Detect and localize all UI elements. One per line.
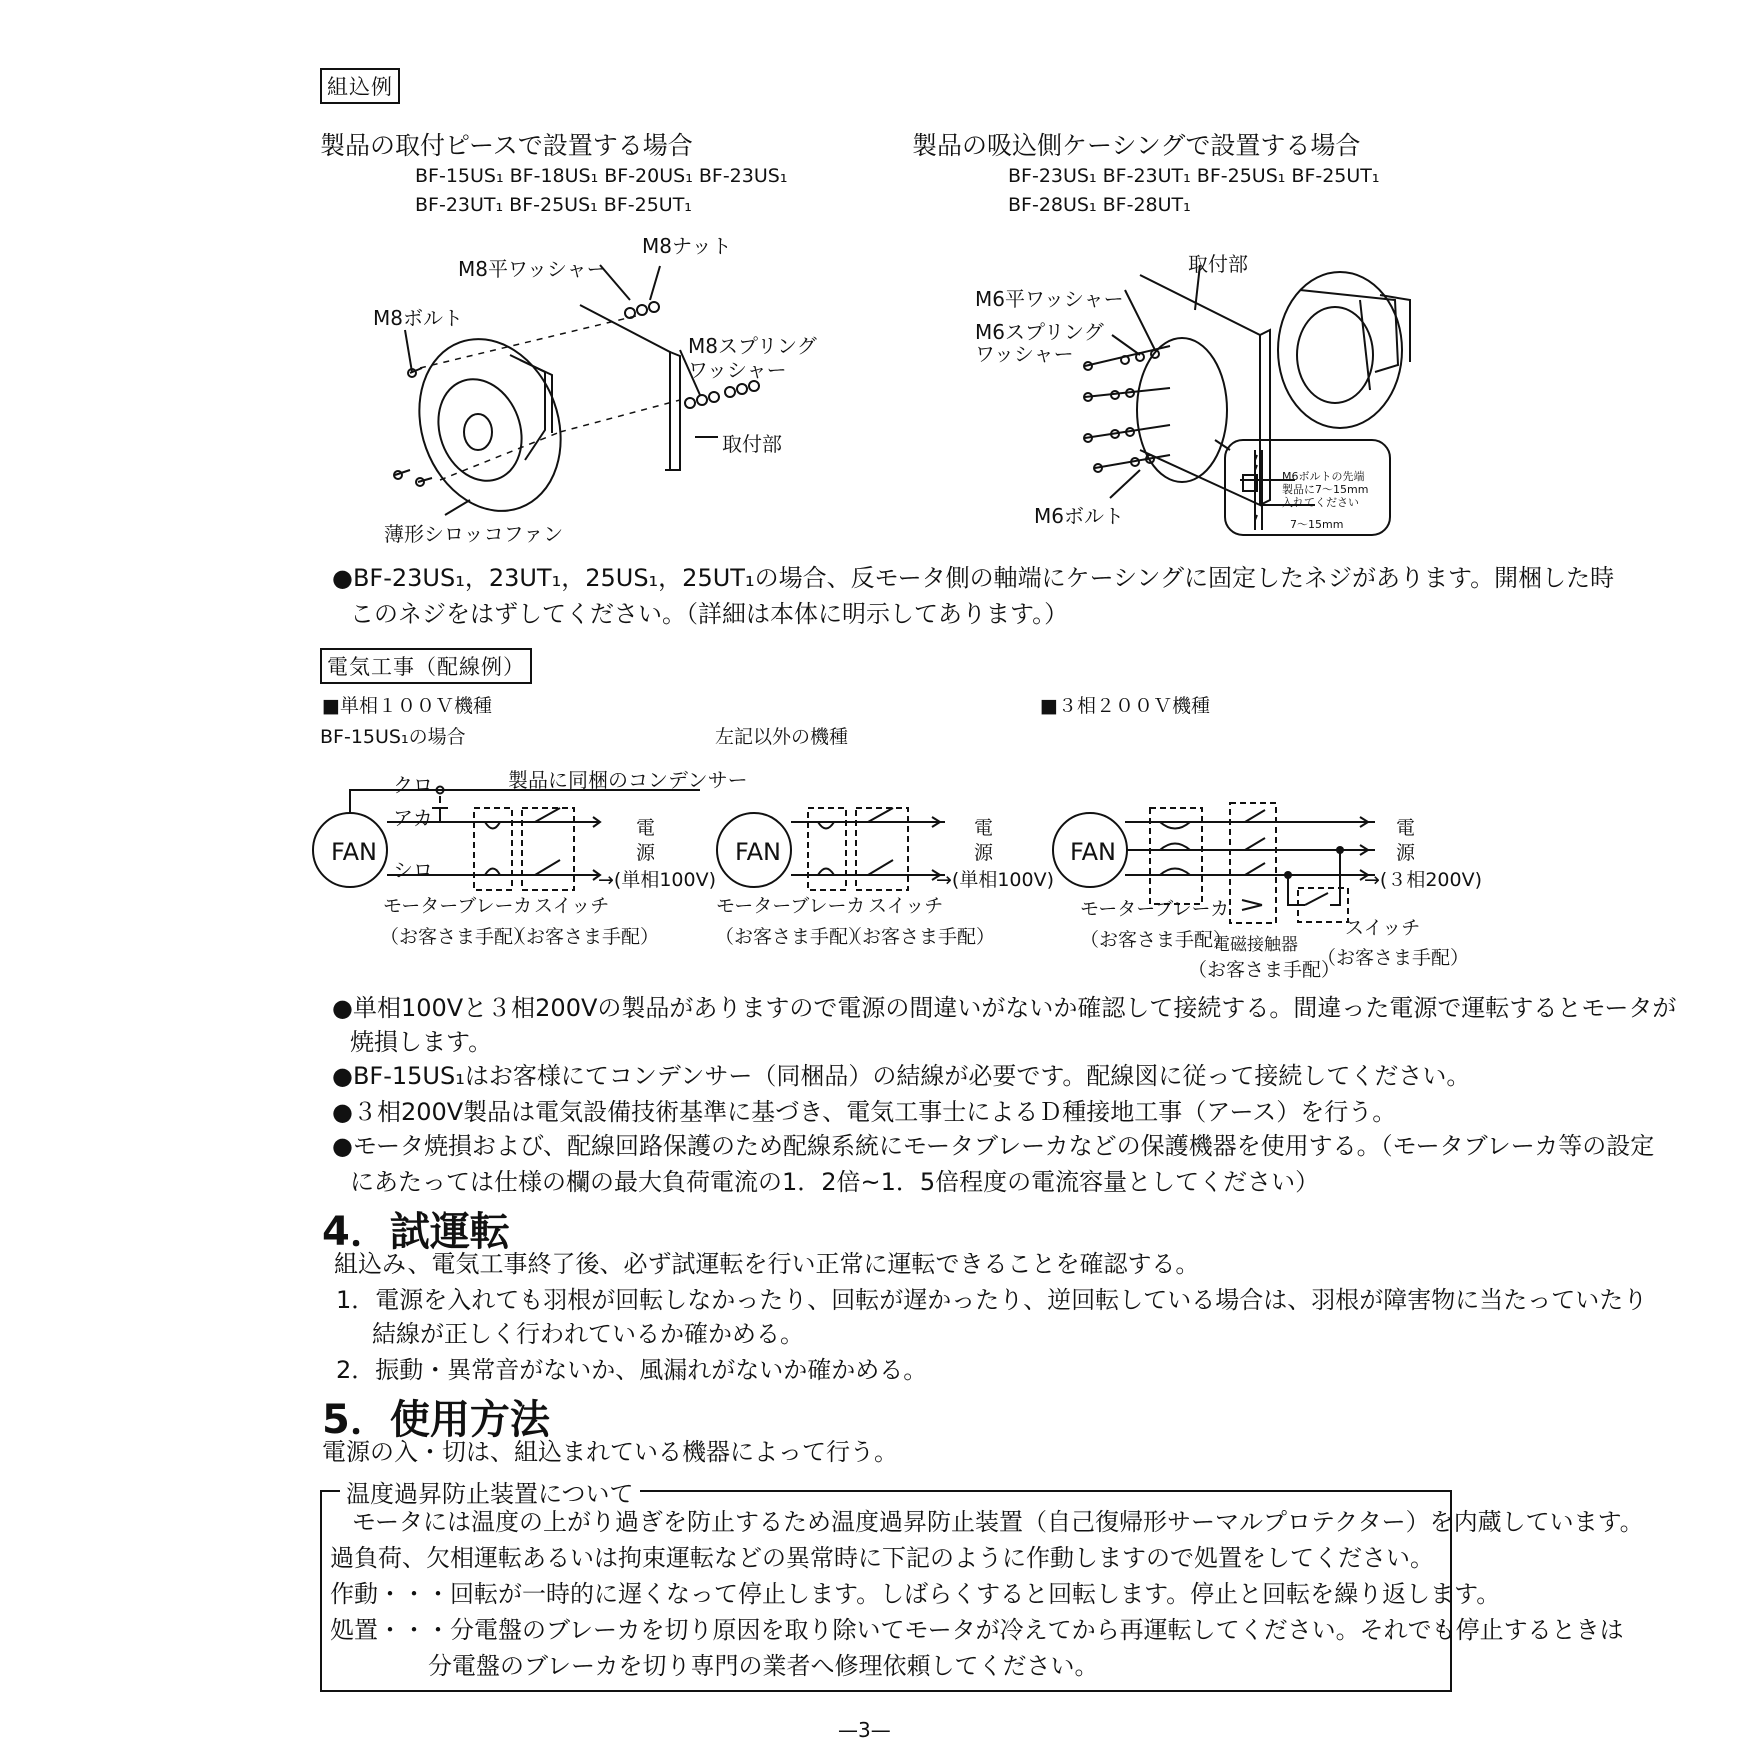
customer-label-3a: （お客さま手配） bbox=[1080, 929, 1233, 951]
label-m8-spring-2: ワッシャー bbox=[688, 358, 787, 382]
switch-label-3: スイッチ bbox=[1345, 917, 1421, 939]
test-run-intro: 組込み、電気工事終了後、必ず試運転を行い正常に運転できることを確認する。 bbox=[334, 1250, 1200, 1278]
contactor-label: 電磁接触器 bbox=[1213, 935, 1298, 955]
label-m6-spring-2: ワッシャー bbox=[975, 342, 1074, 366]
wiring-bullet-3: ●３相200V製品は電気設備技術基準に基づき、電気工事士によるＤ種接地工事（アース）を行う。 bbox=[332, 1098, 1397, 1126]
breaker-label-2: モーターブレーカ bbox=[716, 895, 866, 917]
fan-label-2: FAN bbox=[735, 838, 781, 866]
wire-red-label: アカ bbox=[393, 806, 433, 830]
thermal-line-4: 処置・・・分電盤のブレーカを切り原因を取り除いてモータが冷えてから再運転してください。それでも停止するときは bbox=[330, 1616, 1624, 1644]
wire-white-label: シロ bbox=[393, 858, 433, 882]
install-left-models-1: BF-15US₁ BF-18US₁ BF-20US₁ BF-23US₁ bbox=[415, 165, 788, 187]
detail-note-3: 入れてください bbox=[1282, 496, 1359, 509]
page-number: —3— bbox=[838, 1718, 891, 1742]
test-run-heading: 4．試運転 bbox=[322, 1209, 510, 1255]
power-label-1b: 源 bbox=[636, 842, 656, 864]
supply-single-2: →(単相100V) bbox=[936, 869, 1055, 891]
install-right-models-2: BF-28US₁ BF-28UT₁ bbox=[1008, 194, 1191, 216]
wiring-bullet-1-cont: 焼損します。 bbox=[350, 1028, 493, 1056]
breaker-label-1: モーターブレーカ bbox=[383, 895, 533, 917]
wiring-bullet-2: ●BF-15US₁はお客様にてコンデンサー（同梱品）の結線が必要です。配線図に従って接続してください。 bbox=[332, 1062, 1471, 1090]
power-label-3b: 源 bbox=[1396, 842, 1416, 864]
label-m8-bolt: M8ボルト bbox=[373, 306, 463, 330]
label-m6-bolt: M6ボルト bbox=[1034, 504, 1124, 528]
wiring-bullet-4-cont: にあたっては仕様の欄の最大負荷電流の1．2倍~1．5倍程度の電流容量としてください） bbox=[350, 1168, 1320, 1196]
test-run-item-1a: 1．電源を入れても羽根が回転しなかったり、回転が遅かったり、逆回転している場合は、羽根が障害物に当たっていたり bbox=[336, 1286, 1648, 1314]
power-label-3a: 電 bbox=[1396, 817, 1416, 839]
thermal-line-5: 分電盤のブレーカを切り専門の業者へ修理依頼してください。 bbox=[428, 1652, 1099, 1680]
wiring-section-label: 電気工事（配線例） bbox=[320, 648, 532, 684]
label-sirocco-fan: 薄形シロッコファン bbox=[384, 522, 564, 546]
install-right-models-1: BF-23US₁ BF-23UT₁ BF-25US₁ BF-25UT₁ bbox=[1008, 165, 1380, 187]
other-models-label: 左記以外の機種 bbox=[715, 726, 849, 748]
wiring-bullet-4: ●モータ焼損および、配線回路保護のため配線系統にモータブレーカなどの保護機器を使用する。（モータブレーカ等の設定 bbox=[332, 1132, 1655, 1160]
switch-label-1: スイッチ bbox=[534, 895, 610, 917]
label-m8-nut: M8ナット bbox=[642, 234, 732, 258]
label-m6-spring-1: M6スプリング bbox=[975, 320, 1104, 344]
label-left-mount: 取付部 bbox=[722, 432, 782, 456]
install-left-models-2: BF-23UT₁ BF-25US₁ BF-25UT₁ bbox=[415, 194, 692, 216]
thermal-protector-title: 温度過昇防止装置について bbox=[340, 1474, 640, 1509]
install-note-line-2: このネジをはずしてください。（詳細は本体に明示してあります。） bbox=[350, 600, 1069, 628]
install-left-title: 製品の取付ピースで設置する場合 bbox=[320, 131, 693, 160]
customer-label-2b: （お客さま手配） bbox=[843, 926, 996, 948]
power-label-1a: 電 bbox=[636, 817, 656, 839]
breaker-label-3: モーターブレーカ bbox=[1080, 898, 1230, 920]
customer-label-3b: （お客さま手配） bbox=[1188, 959, 1341, 981]
customer-label-1b: （お客さま手配） bbox=[507, 926, 660, 948]
label-m8-spring-1: M8スプリング bbox=[688, 334, 817, 358]
customer-label-1a: （お客さま手配） bbox=[380, 926, 533, 948]
supply-three: →(３相200V) bbox=[1364, 869, 1483, 891]
test-run-item-2: 2．振動・異常音がないか、風漏れがないか確かめる。 bbox=[336, 1356, 928, 1384]
single-phase-title: ■単相１００Ｖ機種 bbox=[322, 695, 492, 717]
detail-note-2: 製品に7〜15mm bbox=[1282, 483, 1369, 496]
switch-label-2: スイッチ bbox=[868, 895, 944, 917]
install-section-label: 組込例 bbox=[320, 68, 400, 104]
customer-label-2a: （お客さま手配） bbox=[715, 926, 868, 948]
test-run-item-1b: 結線が正しく行われているか確かめる。 bbox=[372, 1320, 804, 1348]
power-label-2b: 源 bbox=[974, 842, 994, 864]
three-phase-title: ■３相２００Ｖ機種 bbox=[1040, 695, 1210, 717]
fan-label-3: FAN bbox=[1070, 838, 1116, 866]
install-right-title: 製品の吸込側ケーシングで設置する場合 bbox=[912, 131, 1361, 160]
bf15-case-label: BF-15US₁の場合 bbox=[320, 726, 466, 748]
capacitor-label: 製品に同梱のコンデンサー bbox=[508, 768, 748, 792]
power-label-2a: 電 bbox=[974, 817, 994, 839]
detail-dimension: 7〜15mm bbox=[1290, 518, 1344, 531]
label-m8-washer: M8平ワッシャー bbox=[458, 257, 607, 281]
wire-black-label: クロ bbox=[393, 773, 433, 797]
usage-heading: 5．使用方法 bbox=[322, 1397, 550, 1443]
label-m6-washer: M6平ワッシャー bbox=[975, 287, 1124, 311]
customer-label-3c: （お客さま手配） bbox=[1317, 947, 1470, 969]
usage-intro: 電源の入・切は、組込まれている機器によって行う。 bbox=[322, 1438, 898, 1466]
install-note-line-1: ●BF-23US₁，23UT₁，25US₁，25UT₁の場合、反モータ側の軸端にケーシングに固定したネジがあります。開梱した時 bbox=[332, 564, 1615, 592]
wiring-bullet-1: ●単相100Vと３相200Vの製品がありますので電源の間違いがないか確認して接続する。間違った電源で運転するとモータが bbox=[332, 994, 1677, 1022]
supply-single-1: →(単相100V) bbox=[598, 869, 717, 891]
fan-label-1: FAN bbox=[331, 838, 377, 866]
detail-note-1: M6ボルトの先端 bbox=[1282, 470, 1365, 483]
label-right-mount: 取付部 bbox=[1188, 252, 1248, 276]
thermal-line-2: 過負荷、欠相運転あるいは拘束運転などの異常時に下記のように作動しますので処置をしてください。 bbox=[330, 1544, 1434, 1572]
thermal-line-3: 作動・・・回転が一時的に遅くなって停止します。しばらくすると回転します。停止と回転を繰り返します。 bbox=[330, 1580, 1501, 1608]
thermal-line-1: モータには温度の上がり過ぎを防止するため温度過昇防止装置（自己復帰形サーマルプロテクター）を内蔵しています。 bbox=[352, 1508, 1644, 1536]
